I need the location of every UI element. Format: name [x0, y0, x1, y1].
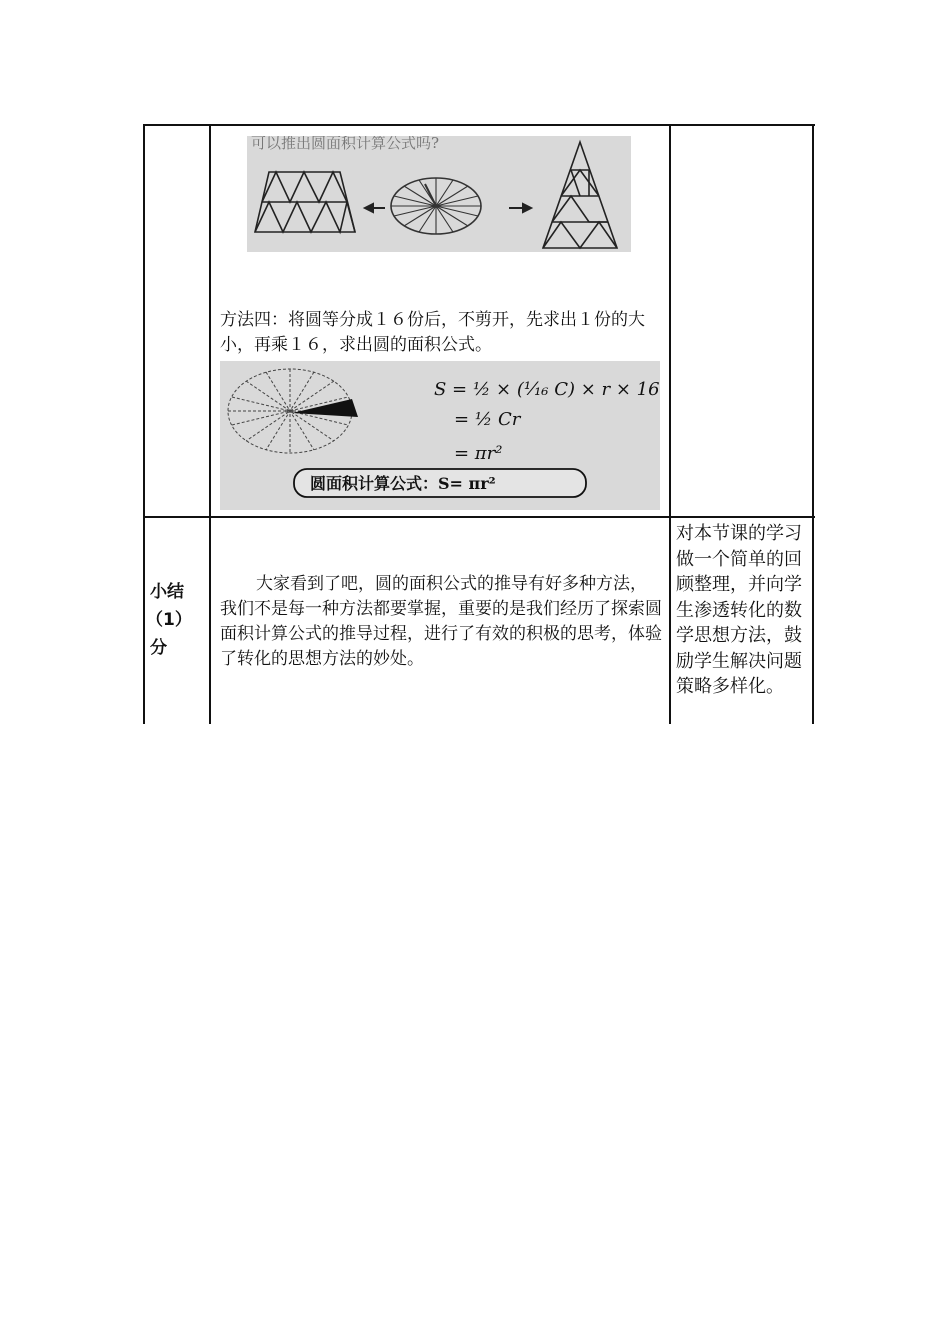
summary-label-line3: 分 — [150, 638, 167, 658]
summary-label-line1: 小结 — [150, 582, 184, 602]
table-row-divider — [143, 516, 815, 518]
summary-label — [146, 578, 208, 662]
formula-line-1: S = ½ × (¹⁄₁₆ C) × r × 16 — [434, 379, 660, 400]
formula-line-3: = πr² — [454, 443, 503, 464]
method4-text: 方法四：将圆等分成１６份后，不剪开，先求出１份的大小，再乘１６，求出圆的面积公式。 — [220, 310, 645, 355]
sector-formula-figure — [220, 361, 660, 510]
sector-formula-illustration — [220, 361, 660, 510]
area-formula-banner: 圆面积计算公式：S= πr² — [310, 474, 496, 493]
table-right-border — [812, 124, 814, 724]
summary-intent: 对本节课的学习做一个简单的回顾整理，并向学生渗透转化的数学思想方法，鼓励学生解决问题策略多样化。 — [676, 523, 802, 697]
summary-label-line2: （1） — [146, 610, 192, 630]
summary-content: 大家看到了吧，圆的面积公式的推导有好多种方法，我们不是每一种方法都要掌握，重要的是我们经历了探索圆面积计算公式的推导过程，进行了有效的积极的思考，体验了转化的思想方法的妙处。 — [220, 574, 662, 669]
figure-caption-fragment: 可以推出圆面积计算公式吗? — [251, 136, 440, 152]
table-top-border — [143, 124, 815, 126]
table-left-border — [143, 124, 145, 724]
table-col-divider-2 — [669, 124, 671, 724]
formula-line-2: = ½ Cr — [454, 409, 521, 430]
table-col-divider-1 — [209, 124, 211, 724]
circle-transform-figure — [247, 136, 631, 252]
circle-transform-illustration — [247, 136, 631, 252]
